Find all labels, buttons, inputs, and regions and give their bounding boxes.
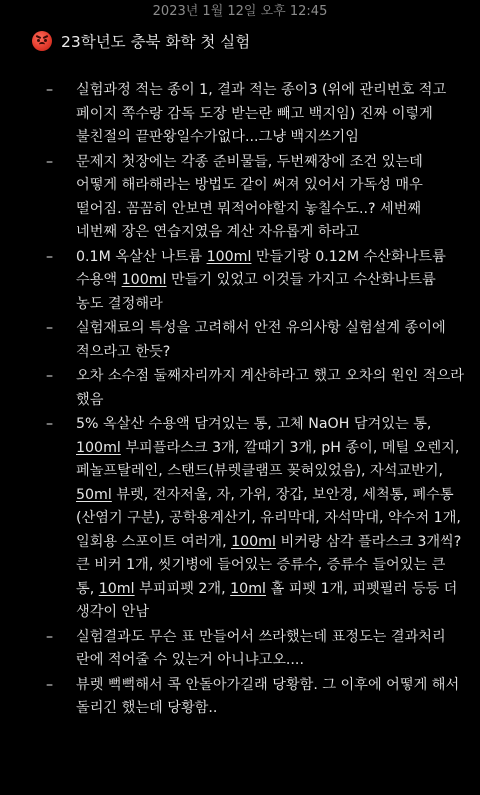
list-item-text: 0.1M 옥살산 나트륨	[76, 248, 207, 265]
angry-face-icon	[32, 31, 52, 51]
list-item-text: 실험재료의 특성을 고려해서 안전 유의사항 실험설계 종이에 적으라고 한듯?	[76, 320, 446, 360]
list-item-text: 5% 옥살산 수용액 담겨있는 통, 고체 NaOH 담겨있는 통,	[76, 416, 432, 432]
bullet-dash: –	[46, 320, 54, 336]
unit-text: 50ml	[76, 486, 112, 503]
list-item-text: 실험결과도 무슨 표 만들어서 쓰라했는데 표정도는 결과처리 란에 적어줄 수 있는거 아니냐고오....	[76, 628, 446, 668]
unit-text: 100ml	[206, 248, 252, 265]
bullet-dash: –	[46, 368, 54, 384]
unit-text: 100ml	[231, 533, 276, 550]
bullet-dash: –	[46, 82, 54, 98]
note-title-text: 23학년도 충북 화학 첫 실험	[61, 33, 251, 51]
list-item	[0, 317, 480, 364]
unit-text: 10ml	[230, 580, 266, 597]
unit-text: 100ml	[121, 272, 167, 288]
list-item	[0, 626, 480, 673]
message-timestamp: 2023년 1월 12일 오후 12:45	[152, 4, 328, 19]
list-item	[0, 151, 480, 245]
list-item-text: 만들기랑 0.12M 수산화나트륨 수용액	[76, 248, 446, 288]
list-item	[0, 79, 480, 150]
list-item-text: 뷰렛, 전자저울, 자, 가위, 장갑, 보안경, 세척통, 폐수통(산염기 구분), 공학용계산기, 유리막대, 자석막대, 약수저 1개, 일회용 스포이트 여러개,	[76, 486, 461, 550]
note-title	[32, 30, 250, 52]
list-item-text: 비커랑 삼각 플라스크 3개씩? 큰 비커 1개, 씻기병에 들어있는 증류수, 증류수 들어있는 큰 통,	[76, 533, 462, 597]
list-item-text: 뷰렛 뻑뻑해서 콕 안돌아가길래 당황함. 그 이후에 어떻게 해서 돌리긴 했는데 당황함..	[76, 676, 460, 716]
bullet-dash: –	[46, 628, 54, 645]
bullet-list	[0, 79, 480, 722]
list-item-text: 만들기 있었고 이것들 가지고 수산화나트륨 농도 결정해라	[76, 272, 436, 312]
list-item	[0, 674, 480, 721]
list-item-text: 오차 소수점 둘째자리까지 계산하라고 했고 오차의 원인 적으라 했음	[76, 368, 464, 408]
bullet-dash: –	[46, 676, 54, 693]
list-item	[0, 413, 480, 625]
unit-text: 10ml	[98, 580, 135, 597]
unit-text: 100ml	[76, 439, 121, 456]
bullet-dash: –	[46, 416, 54, 432]
list-item	[0, 246, 480, 317]
list-item	[0, 365, 480, 412]
bullet-dash: –	[46, 248, 54, 265]
bullet-dash: –	[46, 153, 54, 170]
list-item-text: 문제지 첫장에는 각종 준비물들, 두번째장에 조건 있는데 어떻게 해라해라는 방법도 같이 써져 있어서 가독성 매우 떨어짐. 꼼꼼히 안보면 뭐적어야할지 놓칠수도..? 세번째 네번째 장은 연습지였음 계산 자유롭게 하라고	[76, 153, 423, 240]
list-item-text: 실험과정 적는 종이 1, 결과 적는 종이3 (위에 관리번호 적고 페이지 쪽수랑 감독 도장 받는란 빼고 백지임) 진짜 이렇게 불친절의 끝판왕일수가없다...그냥 백지쓰기임	[76, 82, 447, 145]
list-item-text: 부피피펫 2개,	[134, 580, 231, 597]
list-item-text: 홀 피펫 1개, 피펫필러 등등 더 생각이 안남	[76, 580, 458, 620]
list-item-text: 부피플라스크 3개, 깔때기 3개, pH 종이, 메틸 오렌지, 페놀프탈레인, 스탠드(뷰렛클램프 꽂혀있었음), 자석교반기,	[76, 439, 460, 479]
